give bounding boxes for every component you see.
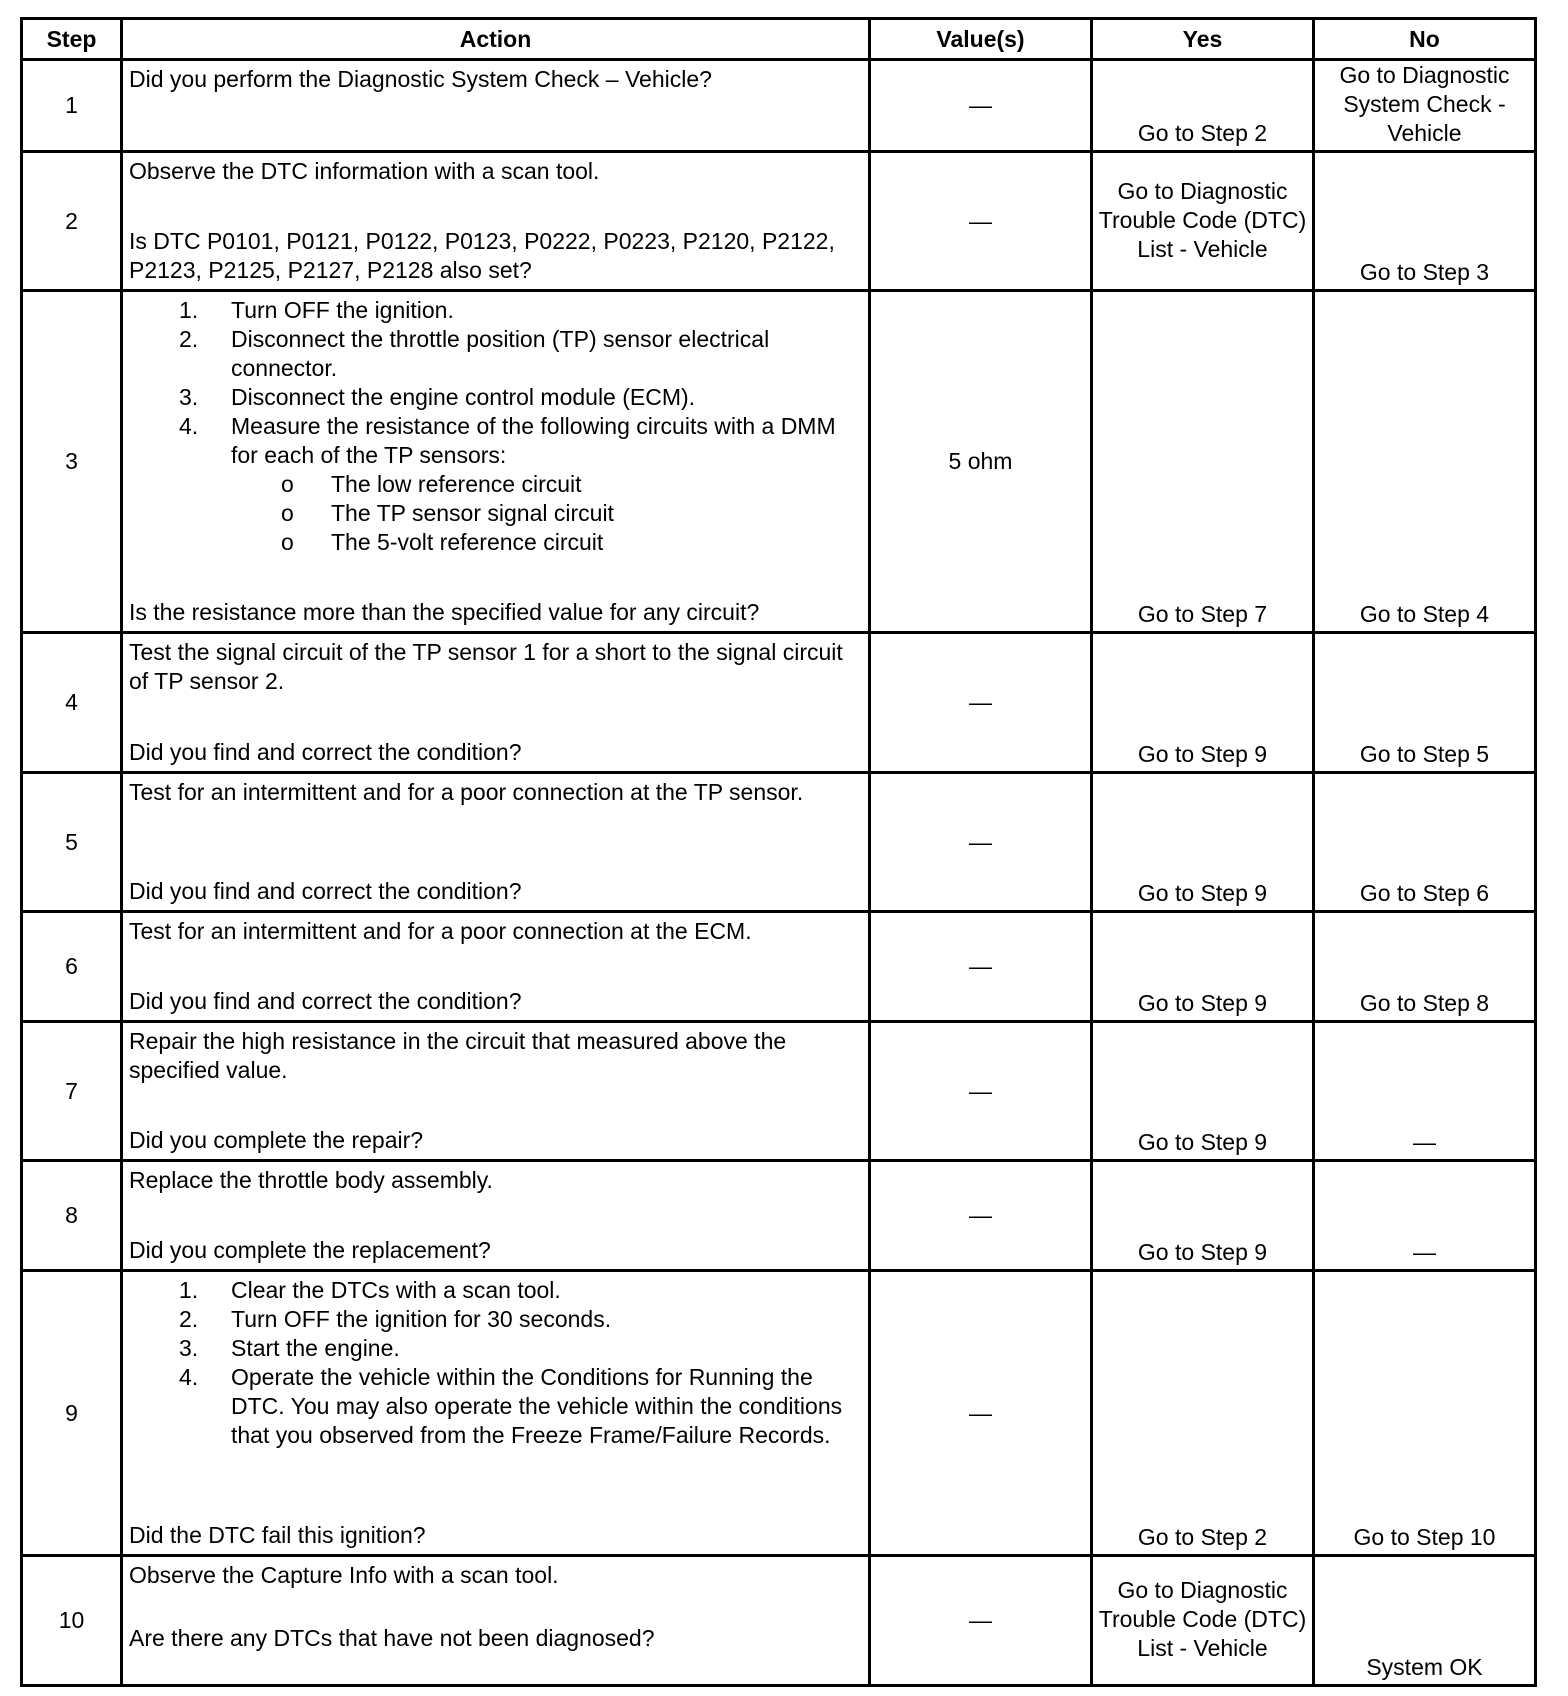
yes-cell: Go to Step 9: [1092, 912, 1314, 1022]
action-question: Did you find and correct the condition?: [129, 988, 522, 1014]
list-item: 2. Disconnect the throttle position (TP) sensor electrical connector.: [179, 326, 770, 381]
action-question: Did you complete the repair?: [129, 1127, 424, 1153]
no-cell: Go to Step 10: [1314, 1271, 1536, 1556]
step-number: 3: [22, 291, 122, 633]
procedure-list: [129, 1276, 862, 1450]
table-row: [22, 60, 1536, 152]
yes-cell: Go to Step 2: [1092, 60, 1314, 152]
step-number: 10: [22, 1556, 122, 1686]
action-question: Are there any DTCs that have not been diagnosed?: [129, 1625, 655, 1651]
list-item: 1. Turn OFF the ignition.: [179, 297, 454, 323]
action-cell: [122, 1022, 870, 1161]
header-action: Action: [122, 19, 870, 60]
action-question: Is the resistance more than the specified value for any circuit?: [129, 599, 760, 625]
value-cell: —: [870, 1022, 1092, 1161]
action-cell: [122, 1271, 870, 1556]
step-number: 6: [22, 912, 122, 1022]
header-step: Step: [22, 19, 122, 60]
action-cell: [122, 291, 870, 633]
action-question: Is DTC P0101, P0121, P0122, P0123, P0222, P0223, P2120, P2122, P2123, P2125, P2127, P2128 also set?: [129, 228, 835, 283]
no-cell: —: [1314, 1022, 1536, 1161]
no-cell: —: [1314, 1161, 1536, 1271]
action-question: Did the DTC fail this ignition?: [129, 1522, 426, 1548]
header-yes: Yes: [1092, 19, 1314, 60]
diagnostic-table: [20, 17, 1537, 1687]
action-cell: [122, 1161, 870, 1271]
action-question: Did you find and correct the condition?: [129, 878, 522, 904]
table-row: [22, 152, 1536, 291]
step-number: 4: [22, 633, 122, 773]
action-question: Did you complete the replacement?: [129, 1237, 491, 1263]
list-item: 2. Turn OFF the ignition for 30 seconds.: [179, 1306, 612, 1332]
header-row: [22, 19, 1536, 60]
header-values: Value(s): [870, 19, 1092, 60]
value-cell: —: [870, 1161, 1092, 1271]
action-text: Did you perform the Diagnostic System Check – Vehicle?: [129, 66, 712, 92]
action-cell: [122, 633, 870, 773]
table-row: [22, 1161, 1536, 1271]
list-item: 1. Clear the DTCs with a scan tool.: [179, 1277, 561, 1303]
value-cell: —: [870, 1271, 1092, 1556]
no-cell: Go to Step 5: [1314, 633, 1536, 773]
action-text: Repair the high resistance in the circuit that measured above the specified value.: [129, 1028, 787, 1083]
table-row: [22, 1556, 1536, 1686]
no-cell: Go to Diagnostic System Check - Vehicle: [1314, 60, 1536, 152]
no-cell: System OK: [1314, 1556, 1536, 1686]
yes-cell: Go to Step 9: [1092, 1161, 1314, 1271]
yes-cell: Go to Diagnostic Trouble Code (DTC) List - Vehicle: [1092, 1556, 1314, 1686]
value-cell: —: [870, 60, 1092, 152]
action-text: Observe the DTC information with a scan tool.: [129, 158, 600, 184]
step-number: 7: [22, 1022, 122, 1161]
table-row: [22, 773, 1536, 912]
value-cell: —: [870, 152, 1092, 291]
table-row: [22, 1022, 1536, 1161]
yes-cell: Go to Step 9: [1092, 633, 1314, 773]
table-row: [22, 633, 1536, 773]
yes-cell: Go to Step 9: [1092, 773, 1314, 912]
list-item: 3. Start the engine.: [179, 1335, 400, 1361]
list-item: 3. Disconnect the engine control module (ECM).: [179, 384, 696, 410]
action-cell: [122, 912, 870, 1022]
step-number: 2: [22, 152, 122, 291]
step-number: 8: [22, 1161, 122, 1271]
value-cell: —: [870, 912, 1092, 1022]
step-number: 9: [22, 1271, 122, 1556]
action-cell: [122, 1556, 870, 1686]
action-text: Test for an intermittent and for a poor connection at the TP sensor.: [129, 779, 804, 805]
yes-cell: Go to Diagnostic Trouble Code (DTC) List - Vehicle: [1092, 152, 1314, 291]
no-cell: Go to Step 6: [1314, 773, 1536, 912]
value-cell: —: [870, 1556, 1092, 1686]
action-text: Replace the throttle body assembly.: [129, 1167, 493, 1193]
table-row: [22, 1271, 1536, 1556]
header-no: No: [1314, 19, 1536, 60]
value-cell: —: [870, 773, 1092, 912]
list-item: 4. Operate the vehicle within the Conditions for Running the DTC. You may also operate the vehicle within the conditions that you observed from the Freeze Frame/Failure Records.: [179, 1364, 843, 1448]
yes-cell: Go to Step 2: [1092, 1271, 1314, 1556]
action-cell: [122, 60, 870, 152]
no-cell: Go to Step 8: [1314, 912, 1536, 1022]
table-row: [22, 912, 1536, 1022]
action-question: Did you find and correct the condition?: [129, 739, 522, 765]
list-item: o The low reference circuit: [281, 471, 582, 497]
circuit-list: [179, 470, 862, 557]
table-row: [22, 291, 1536, 633]
yes-cell: Go to Step 7: [1092, 291, 1314, 633]
yes-cell: Go to Step 9: [1092, 1022, 1314, 1161]
step-number: 1: [22, 60, 122, 152]
no-cell: Go to Step 3: [1314, 152, 1536, 291]
list-item: o The 5-volt reference circuit: [281, 529, 604, 555]
value-cell: —: [870, 633, 1092, 773]
action-cell: [122, 152, 870, 291]
action-text: Test for an intermittent and for a poor connection at the ECM.: [129, 918, 752, 944]
step-number: 5: [22, 773, 122, 912]
procedure-list: [129, 296, 862, 557]
list-item: o The TP sensor signal circuit: [281, 500, 614, 526]
action-text: Observe the Capture Info with a scan tool.: [129, 1562, 559, 1588]
action-cell: [122, 773, 870, 912]
no-cell: Go to Step 4: [1314, 291, 1536, 633]
list-item: 4. Measure the resistance of the following circuits with a DMM for each of the TP sensors: o The low reference circuit o The TP sensor signal circuit o The 5-volt reference circuit: [179, 412, 862, 557]
value-cell: 5 ohm: [870, 291, 1092, 633]
action-text: Test the signal circuit of the TP sensor 1 for a short to the signal circuit of TP sensor 2.: [129, 639, 843, 694]
